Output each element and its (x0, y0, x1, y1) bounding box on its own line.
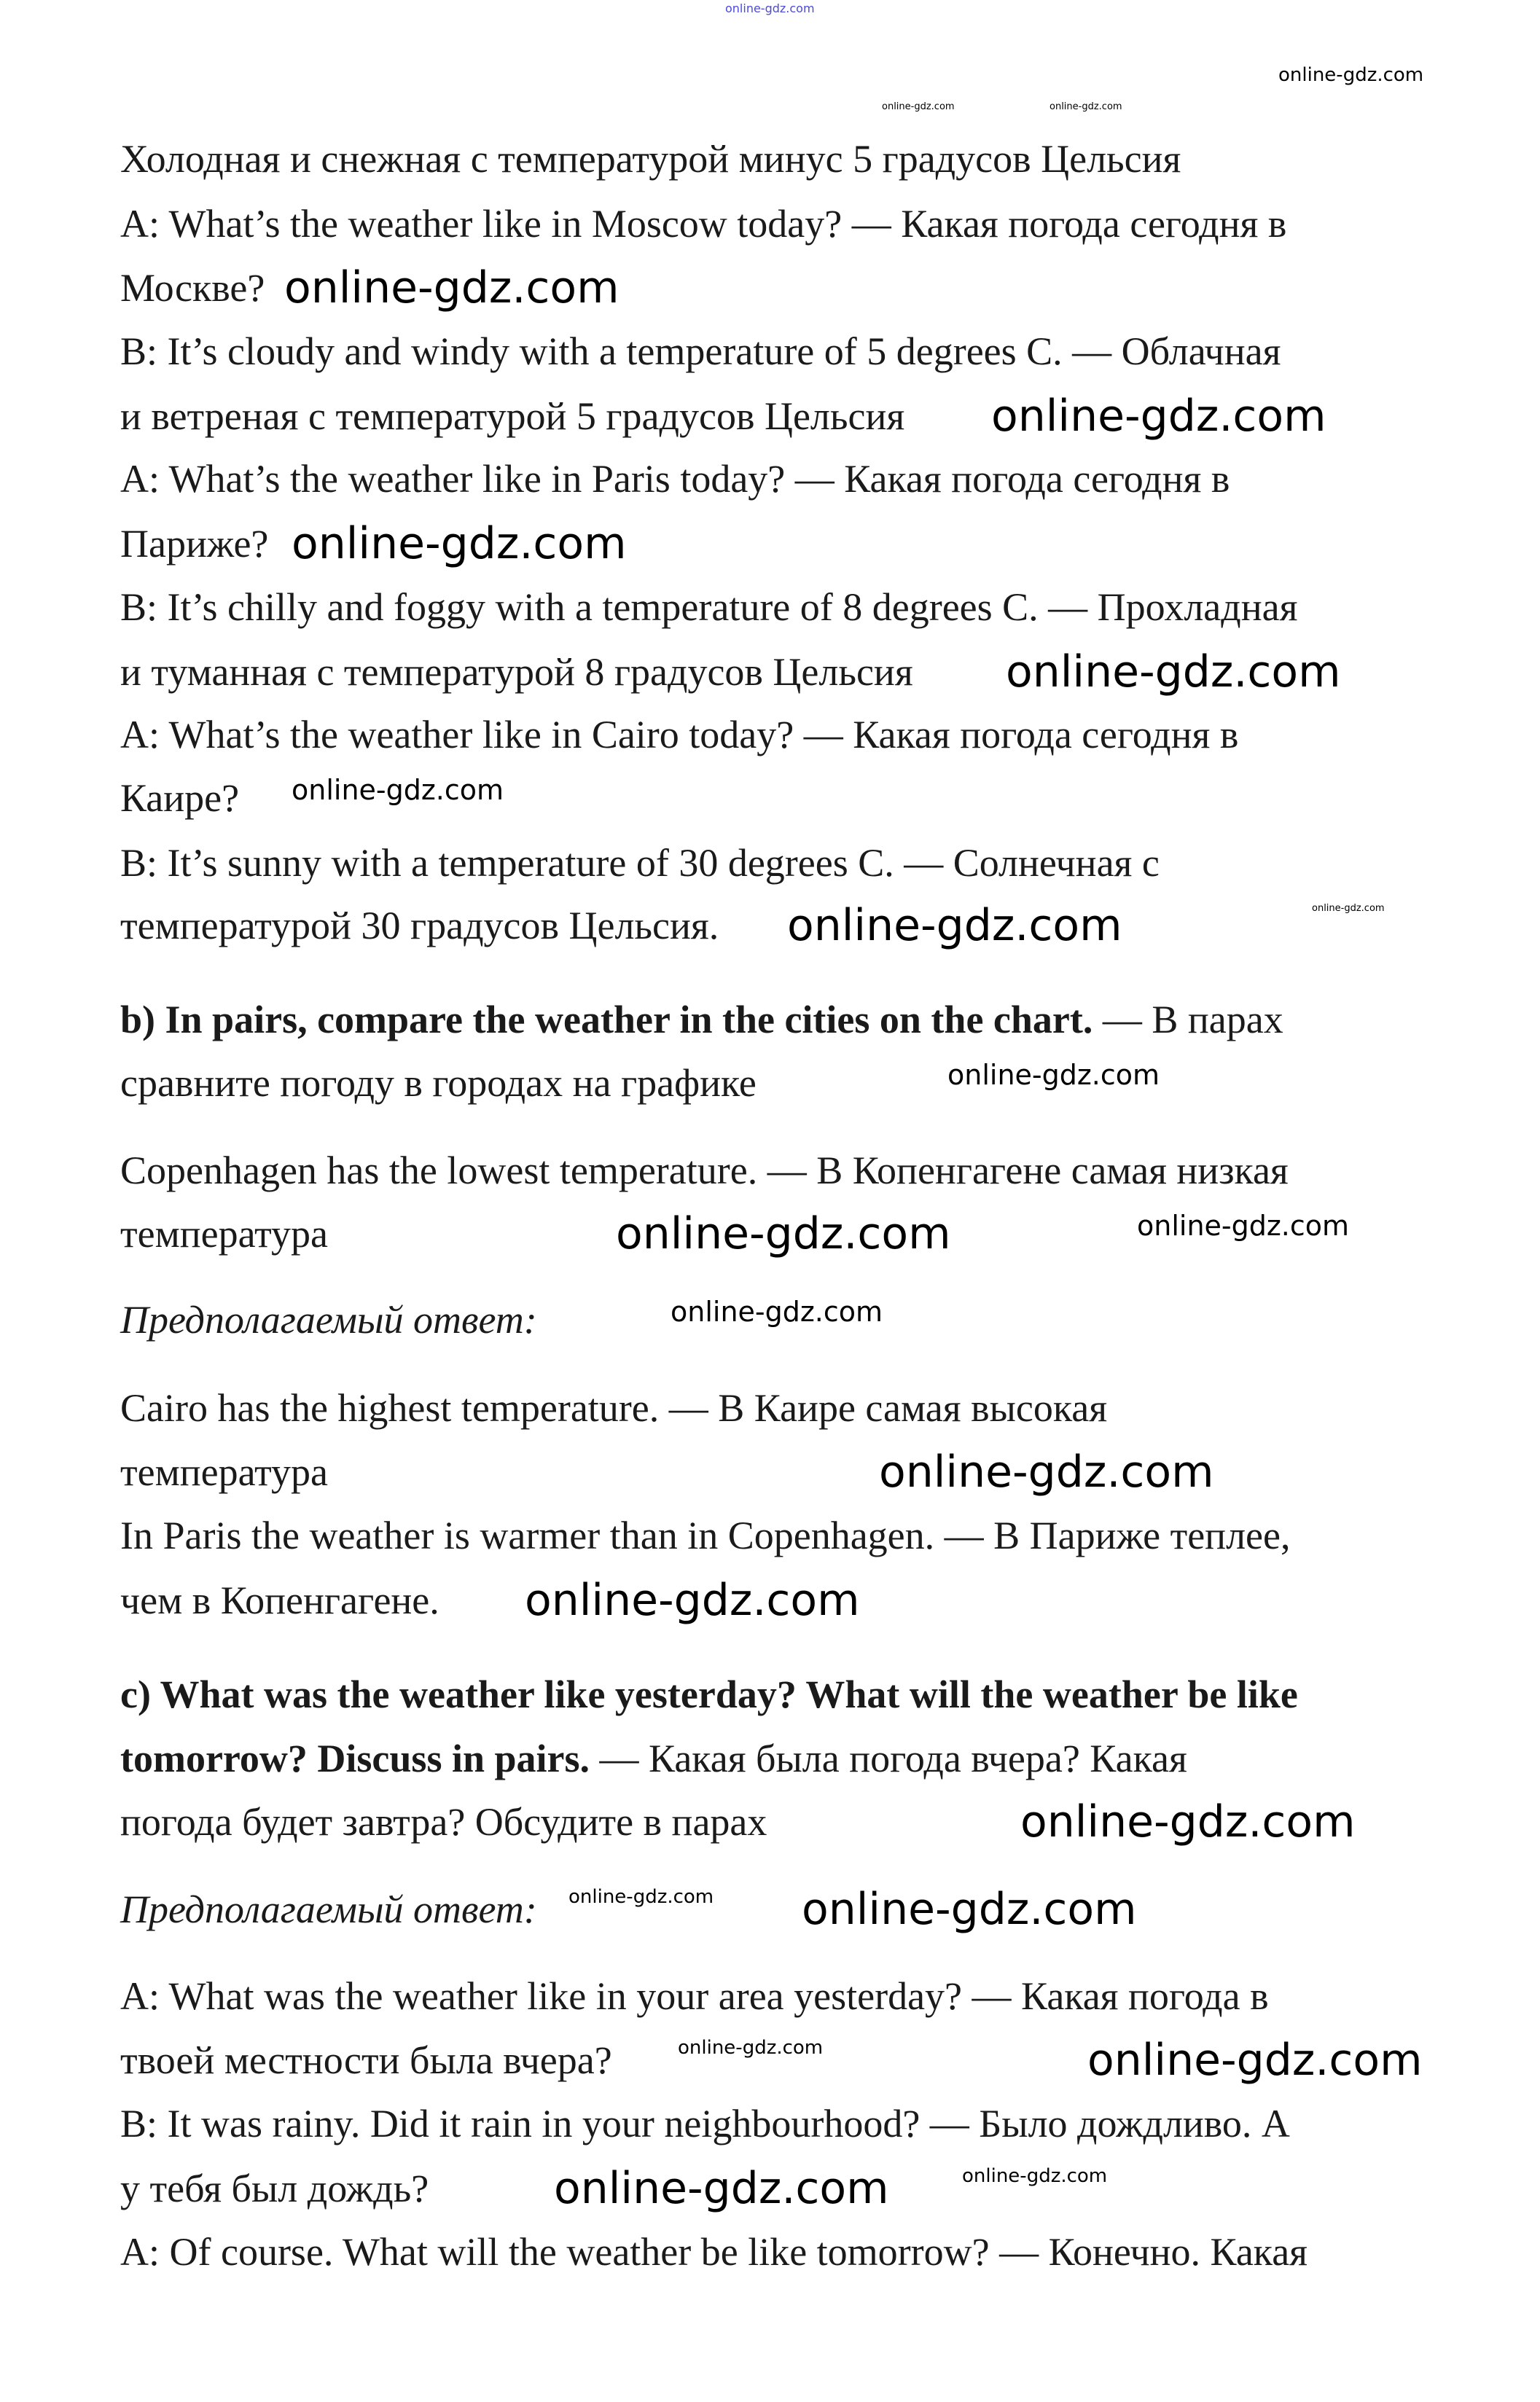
line-text: Москве? (120, 266, 265, 310)
line-text: — В парах (1093, 998, 1283, 1041)
line-text: A: What was the weather like in your area yesterday? — Какая погода в (120, 1974, 1269, 2018)
text-line (120, 393, 904, 439)
line-text: B: It’s cloudy and windy with a temperature of 5 degrees C. — Облачная (120, 329, 1281, 373)
text-line (120, 1577, 439, 1624)
text-line (120, 840, 1160, 886)
task-heading: b) In pairs, compare the weather in the cities on the chart. (120, 998, 1093, 1041)
watermark: online-gdz.com (879, 1447, 1214, 1498)
line-text: погода будет завтра? Обсудите в парах (120, 1800, 767, 1844)
text-line (120, 2229, 1308, 2275)
task-heading: c) What was the weather like yesterday? What will the weather be like (120, 1673, 1298, 1716)
line-text: твоей местности была вчера? (120, 2038, 612, 2082)
watermark: online-gdz.com (1278, 64, 1424, 86)
text-line (120, 1512, 1290, 1559)
text-line (120, 1147, 1289, 1194)
answer-label (120, 1886, 537, 1933)
watermark: online-gdz.com (678, 2037, 824, 2059)
watermark: online-gdz.com (284, 262, 619, 313)
text-line (120, 1210, 328, 1257)
line-text: — Какая была погода вчера? Какая (590, 1737, 1187, 1780)
text-line (120, 136, 1181, 182)
watermark: online-gdz.com (616, 1208, 951, 1259)
line-text: B: It’s sunny with a temperature of 30 degrees C. — Солнечная с (120, 841, 1160, 885)
line-text: Copenhagen has the lowest temperature. — В Копенгагене самая низкая (120, 1149, 1289, 1192)
line-text: и туманная с температурой 8 градусов Цельсия (120, 650, 913, 694)
text-line (120, 711, 1238, 758)
line-text: B: It was rainy. Did it rain in your neighbourhood? — Было дождливо. А (120, 2102, 1290, 2145)
line-text: Предполагаемый ответ: (120, 1298, 537, 1342)
task-heading-line (120, 996, 1283, 1043)
line-text: у тебя был дождь? (120, 2167, 429, 2210)
text-line (120, 2100, 1290, 2147)
line-text: Каире? (120, 776, 240, 820)
text-line (120, 1973, 1269, 2019)
task-heading-line (120, 1671, 1298, 1718)
watermark: online-gdz.com (1087, 2035, 1423, 2086)
text-line (120, 520, 268, 567)
text-line (120, 2037, 612, 2084)
watermark: online-gdz.com (292, 518, 627, 569)
task-heading: tomorrow? Discuss in pairs. (120, 1737, 590, 1780)
line-text: температура (120, 1450, 329, 1494)
text-line (120, 1060, 757, 1106)
watermark: online-gdz.com (554, 2163, 889, 2214)
line-text: сравните погоду в городах на графике (120, 1061, 757, 1105)
watermark: online-gdz.com (725, 1, 815, 15)
line-text: температура (120, 1212, 329, 1256)
answer-label (120, 1296, 537, 1343)
watermark: online-gdz.com (1020, 1796, 1356, 1847)
watermark: online-gdz.com (1006, 646, 1341, 697)
watermark: online-gdz.com (568, 1886, 714, 1908)
watermark: online-gdz.com (1312, 903, 1385, 914)
watermark: online-gdz.com (962, 2165, 1108, 2187)
text-line (120, 1385, 1107, 1431)
watermark: online-gdz.com (1050, 101, 1122, 112)
text-line (120, 2165, 429, 2212)
line-text: температурой 30 градусов Цельсия. (120, 904, 719, 947)
line-text: A: Of course. What will the weather be like tomorrow? — Конечно. Какая (120, 2230, 1308, 2274)
text-line (120, 649, 913, 695)
text-line (120, 265, 265, 311)
text-line (120, 328, 1281, 375)
line-text: B: It’s chilly and foggy with a temperature of 8 degrees C. — Прохладная (120, 585, 1298, 629)
line-text: Париже? (120, 522, 269, 566)
watermark: online-gdz.com (292, 774, 504, 806)
watermark: online-gdz.com (671, 1296, 883, 1328)
text-line (120, 902, 719, 949)
line-text: Холодная и снежная с температурой минус 5 градусов Цельсия (120, 137, 1181, 181)
text-line (120, 584, 1297, 630)
watermark: online-gdz.com (991, 391, 1326, 442)
line-text: Предполагаемый ответ: (120, 1887, 537, 1931)
line-text: чем в Копенгагене. (120, 1578, 439, 1622)
watermark: online-gdz.com (525, 1575, 860, 1626)
watermark: online-gdz.com (882, 101, 955, 112)
text-line (120, 455, 1230, 502)
line-text: In Paris the weather is warmer than in Copenhagen. — В Париже теплее, (120, 1514, 1291, 1557)
watermark: online-gdz.com (787, 900, 1122, 951)
text-line (120, 775, 239, 821)
task-heading-line (120, 1735, 1187, 1782)
text-line (120, 1799, 767, 1845)
watermark: online-gdz.com (1137, 1210, 1350, 1242)
line-text: A: What’s the weather like in Paris today? — Какая погода сегодня в (120, 457, 1230, 501)
line-text: A: What’s the weather like in Cairo today? — Какая погода сегодня в (120, 713, 1239, 756)
line-text: Cairo has the highest temperature. — В Каире самая высокая (120, 1386, 1108, 1430)
text-line (120, 200, 1286, 247)
line-text: и ветреная с температурой 5 градусов Цельсия (120, 394, 905, 438)
text-line (120, 1449, 328, 1495)
watermark: online-gdz.com (947, 1059, 1160, 1091)
line-text: A: What’s the weather like in Moscow today? — Какая погода сегодня в (120, 202, 1287, 246)
watermark: online-gdz.com (802, 1884, 1137, 1935)
